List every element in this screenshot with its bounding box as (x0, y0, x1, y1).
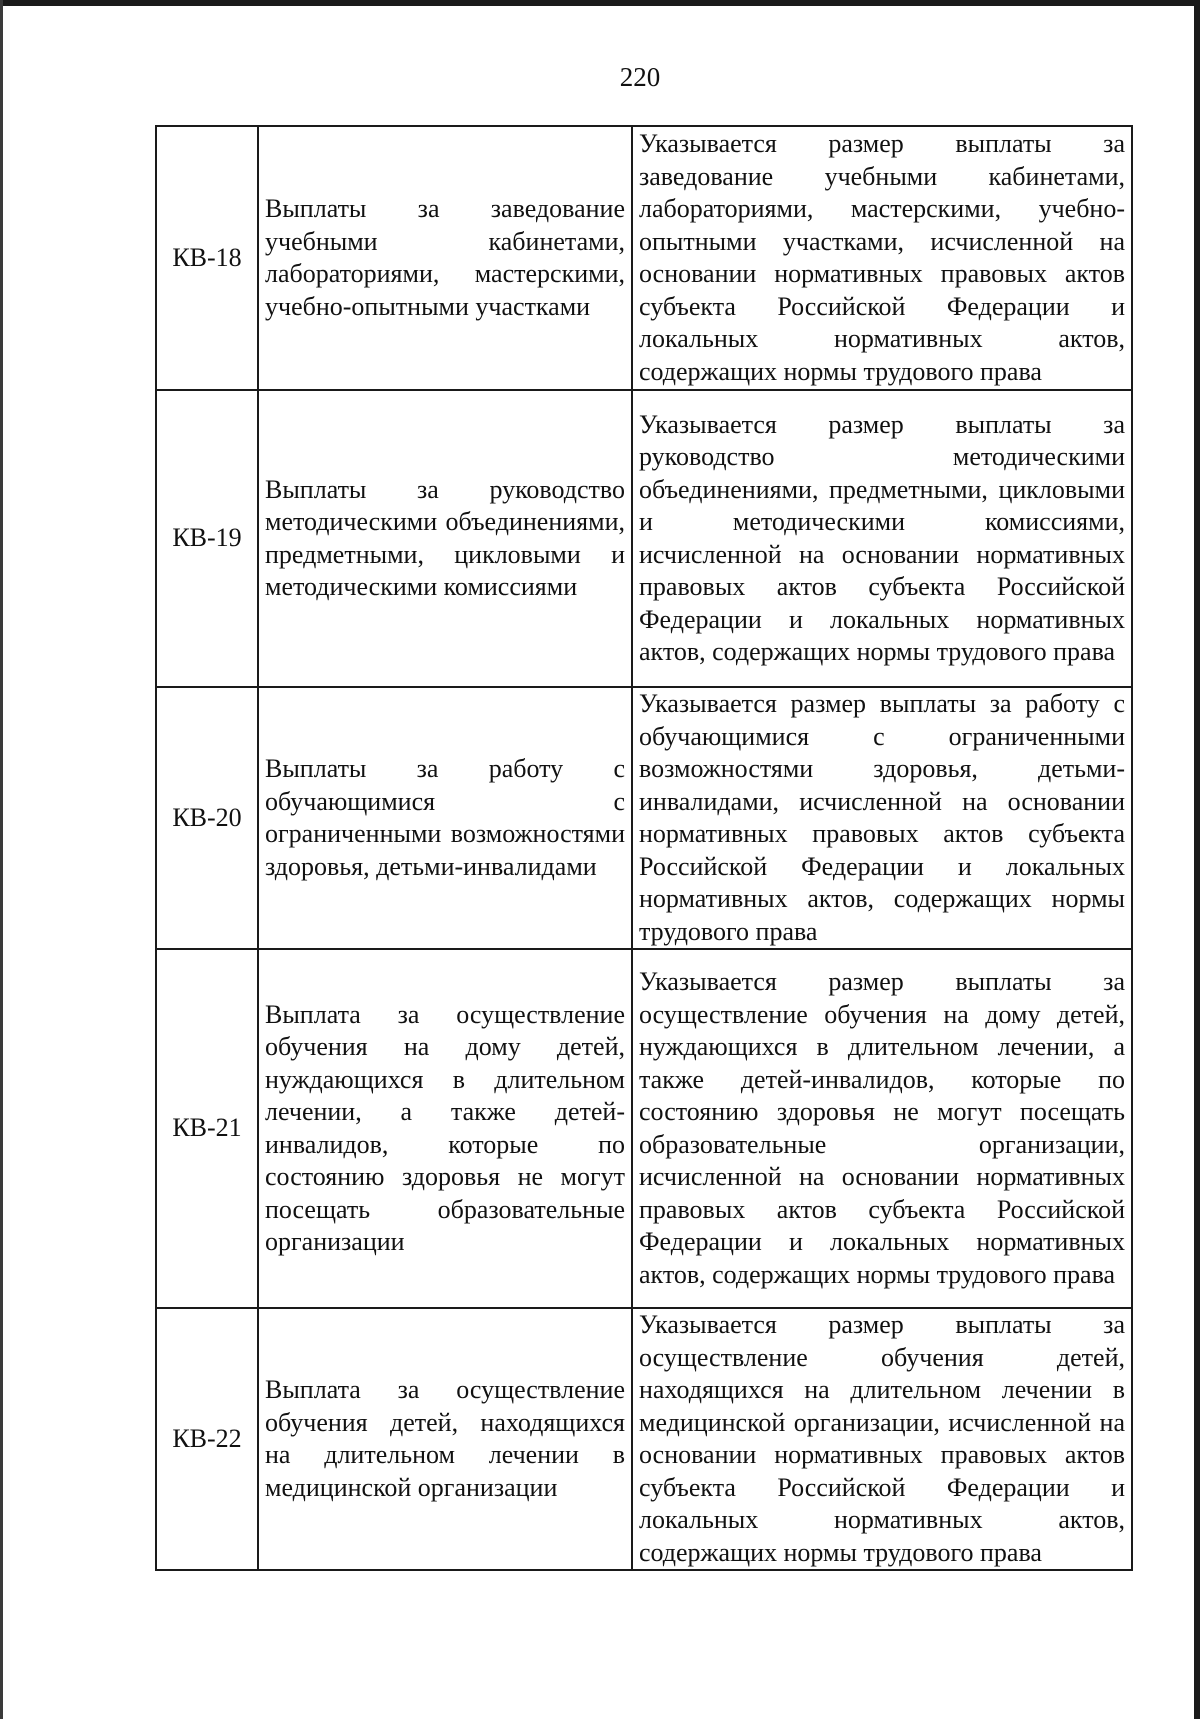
table-row (156, 949, 1132, 1308)
table-row (156, 687, 1132, 949)
scan-border-left (0, 0, 3, 1719)
payment-description: Указывается размер выплаты за осуществление обучения на дому детей, нуждающихся в длительном лечении, а также детей-инвалидов, которые по состоянию здоровья не могут посещать образовательные организации, исчисленной на основании нормативных правовых актов субъекта Российской Федерации и локальных нормативных актов, содержащих нормы трудового права (632, 949, 1132, 1308)
payment-name: Выплата за осуществление обучения на дому детей, нуждающихся в длительном лечении, а также детей-инвалидов, которые по состоянию здоровья не могут посещать образовательные организации (258, 949, 632, 1308)
payment-description: Указывается размер выплаты за работу с обучающимися с ограниченными возможностями здоровья, детьми-инвалидами, исчисленной на основании нормативных правовых актов субъекта Российской Федерации и локальных нормативных актов, содержащих нормы трудового права (632, 687, 1132, 949)
payment-code: КВ-22 (156, 1308, 258, 1570)
payment-code: КВ-19 (156, 390, 258, 687)
payment-name: Выплаты за руководство методическими объединениями, предметными, цикловыми и методическими комиссиями (258, 390, 632, 687)
scan-border-right (1194, 0, 1200, 1719)
table-row (156, 1308, 1132, 1570)
page-number: 220 (619, 62, 661, 92)
payment-description: Указывается размер выплаты за осуществление обучения детей, находящихся на длительном лечении в медицинской организации, исчисленной на основании нормативных правовых актов субъекта Российской Федерации и локальных нормативных актов, содержащих нормы трудового права (632, 1308, 1132, 1570)
payment-description: Указывается размер выплаты за заведование учебными кабинетами, лабораториями, мастерскими, учебно-опытными участками, исчисленной на основании нормативных правовых актов субъекта Российской Федерации и локальных нормативных актов, содержащих нормы трудового права (632, 126, 1132, 390)
payment-code: КВ-20 (156, 687, 258, 949)
payment-name: Выплаты за работу с обучающимися с ограниченными возможностями здоровья, детьми-инвалидами (258, 687, 632, 949)
scan-border-top (0, 0, 1200, 6)
table-row (156, 126, 1132, 390)
payment-name: Выплата за осуществление обучения детей, находящихся на длительном лечении в медицинской организации (258, 1308, 632, 1570)
payment-code: КВ-18 (156, 126, 258, 390)
payment-description: Указывается размер выплаты за руководство методическими объединениями, предметными, цикловыми и методическими комиссиями, исчисленной на основании нормативных правовых актов субъекта Российской Федерации и локальных нормативных актов, содержащих нормы трудового права (632, 390, 1132, 687)
payments-table (155, 125, 1133, 1571)
table-row (156, 390, 1132, 687)
payment-code: КВ-21 (156, 949, 258, 1308)
payment-name: Выплаты за заведование учебными кабинетами, лабораториями, мастерскими, учебно-опытными участками (258, 126, 632, 390)
